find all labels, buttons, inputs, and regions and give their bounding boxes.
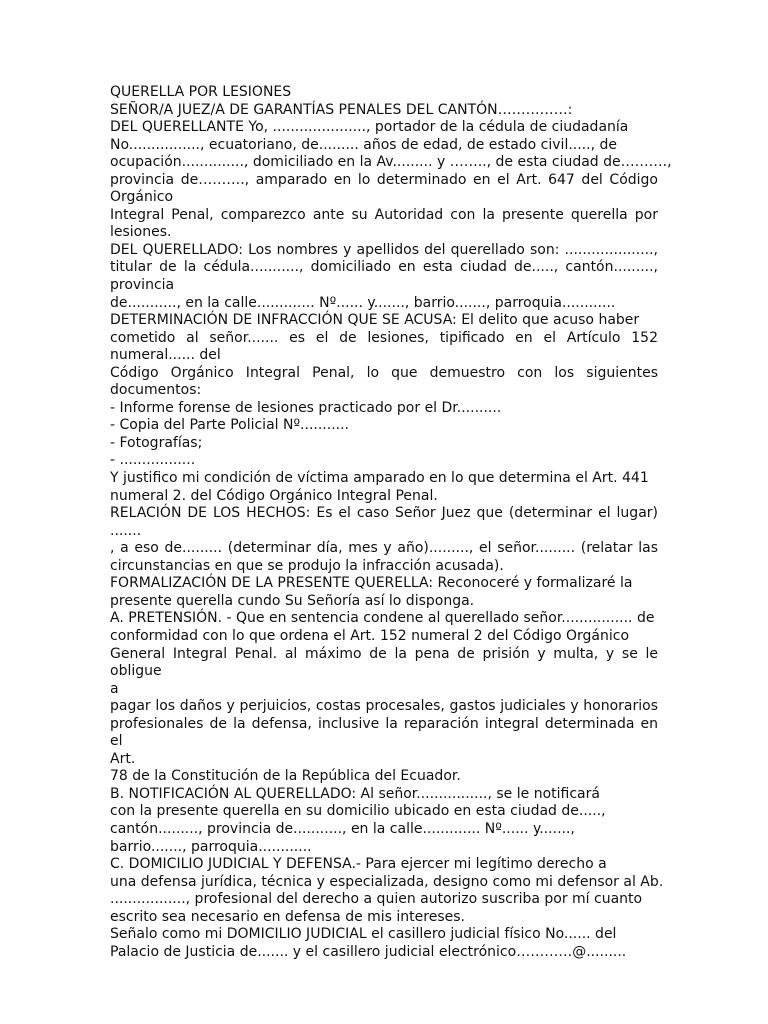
document-line: QUERELLA POR LESIONES bbox=[110, 84, 292, 100]
document-line: numeral...... del bbox=[110, 347, 221, 364]
document-line: de..........., en la calle............. Nº...... y......., barrio......., parroquia............ bbox=[110, 294, 616, 311]
document-line: escrito sea necesario en defensa de mis intereses. bbox=[110, 908, 465, 925]
document-line: - Fotografías; bbox=[110, 434, 203, 451]
document-line: Palacio de Justicia de....... y el casillero judicial electrónico…………@......... bbox=[110, 943, 627, 960]
document-line: a bbox=[110, 680, 119, 697]
document-line: DETERMINACIÓN DE INFRACCIÓN QUE SE ACUSA: El delito que acuso haber bbox=[110, 312, 640, 329]
document-line: A. PRETENSIÓN. - Que en sentencia condene al querellado señor................ de bbox=[110, 610, 655, 627]
document-line: profesionales de la defensa, inclusive la reparación integral determinada en el bbox=[110, 715, 658, 750]
document-line: DEL QUERELLADO: Los nombres y apellidos del querellado son: ...................., bbox=[110, 241, 658, 258]
document-line: - Informe forense de lesiones practicado por el Dr.......... bbox=[110, 399, 502, 416]
document-line: 78 de la Constitución de la República del Ecuador. bbox=[110, 768, 461, 785]
document-line: cantón........., provincia de..........., en la calle............. Nº...... y......., bbox=[110, 820, 575, 837]
document-line: Y justifico mi condición de víctima amparado en lo que determina el Art. 441 bbox=[110, 470, 649, 487]
document-line: titular de la cédula..........., domiciliado en esta ciudad de....., cantón........., bbox=[110, 259, 658, 276]
document-line: numeral 2. del Código Orgánico Integral Penal. bbox=[110, 487, 438, 504]
document-line: ....... bbox=[110, 522, 142, 539]
document-line: RELACIÓN DE LOS HECHOS: Es el caso Señor Juez que (determinar el lugar) bbox=[110, 505, 658, 522]
document-line: cometido al señor....... es el de lesiones, tipificado en el Artículo 152 bbox=[110, 329, 658, 346]
document-line: - Copia del Parte Policial Nº........... bbox=[110, 417, 350, 434]
document-line: Código Orgánico Integral Penal, lo que demuestro con los siguientes bbox=[110, 364, 658, 381]
document-line: ................., profesional del derecho a quien autorizo suscriba por mí cuanto bbox=[110, 891, 643, 908]
document-line: circunstancias en que se produjo la infracción acusada). bbox=[110, 557, 504, 574]
document-line: ocupación.............., domiciliado en la Av......... y …….., de esta ciudad de………., bbox=[110, 154, 672, 171]
document-line: DEL QUERELLANTE Yo, ....................., portador de la cédula de ciudadanía bbox=[110, 119, 629, 136]
document-line: Señalo como mi DOMICILIO JUDICIAL el casillero judicial físico No...... del bbox=[110, 926, 617, 943]
document-page bbox=[110, 84, 672, 961]
document-line: SEÑOR/A JUEZ/A DE GARANTÍAS PENALES DEL CANTÓN……………: bbox=[110, 101, 573, 118]
document-line: No................, ecuatoriano, de......... años de edad, de estado civil....., de bbox=[110, 136, 617, 153]
document-line: FORMALIZACIÓN DE LA PRESENTE QUERELLA: Reconoceré y formalizaré la bbox=[110, 575, 633, 592]
document-line: conformidad con lo que ordena el Art. 152 numeral 2 del Código Orgánico bbox=[110, 627, 630, 644]
document-line: General Integral Penal. al máximo de la pena de prisión y multa, y se le obligue bbox=[110, 645, 658, 680]
document-line: Integral Penal, comparezco ante su Autoridad con la presente querella por bbox=[110, 206, 658, 223]
document-line: lesiones. bbox=[110, 224, 172, 241]
document-line: pagar los daños y perjuicios, costas procesales, gastos judiciales y honorarios bbox=[110, 698, 658, 715]
document-line: B. NOTIFICACIÓN AL QUERELLADO: Al señor................, se le notificará bbox=[110, 785, 600, 802]
document-line: presente querella cundo Su Señoría así lo disponga. bbox=[110, 592, 475, 609]
document-line: provincia bbox=[110, 277, 175, 294]
document-line: barrio......., parroquia............ bbox=[110, 838, 312, 855]
document-line: provincia de………., amparado en lo determinado en el Art. 647 del Código bbox=[110, 171, 658, 188]
document-line: con la presente querella en su domicilio ubicado en esta ciudad de....., bbox=[110, 803, 606, 820]
document-line: documentos: bbox=[110, 382, 202, 399]
document-line: una defensa jurídica, técnica y especializada, designo como mi defensor al Ab. bbox=[110, 873, 664, 890]
document-line: , a eso de......... (determinar día, mes y año)........., el señor......... (relatar las bbox=[110, 540, 658, 557]
document-line: Art. bbox=[110, 750, 136, 767]
document-line: - ................. bbox=[110, 452, 196, 469]
document-line: Orgánico bbox=[110, 189, 174, 206]
document-line: C. DOMICILIO JUDICIAL Y DEFENSA.- Para ejercer mi legítimo derecho a bbox=[110, 856, 607, 873]
